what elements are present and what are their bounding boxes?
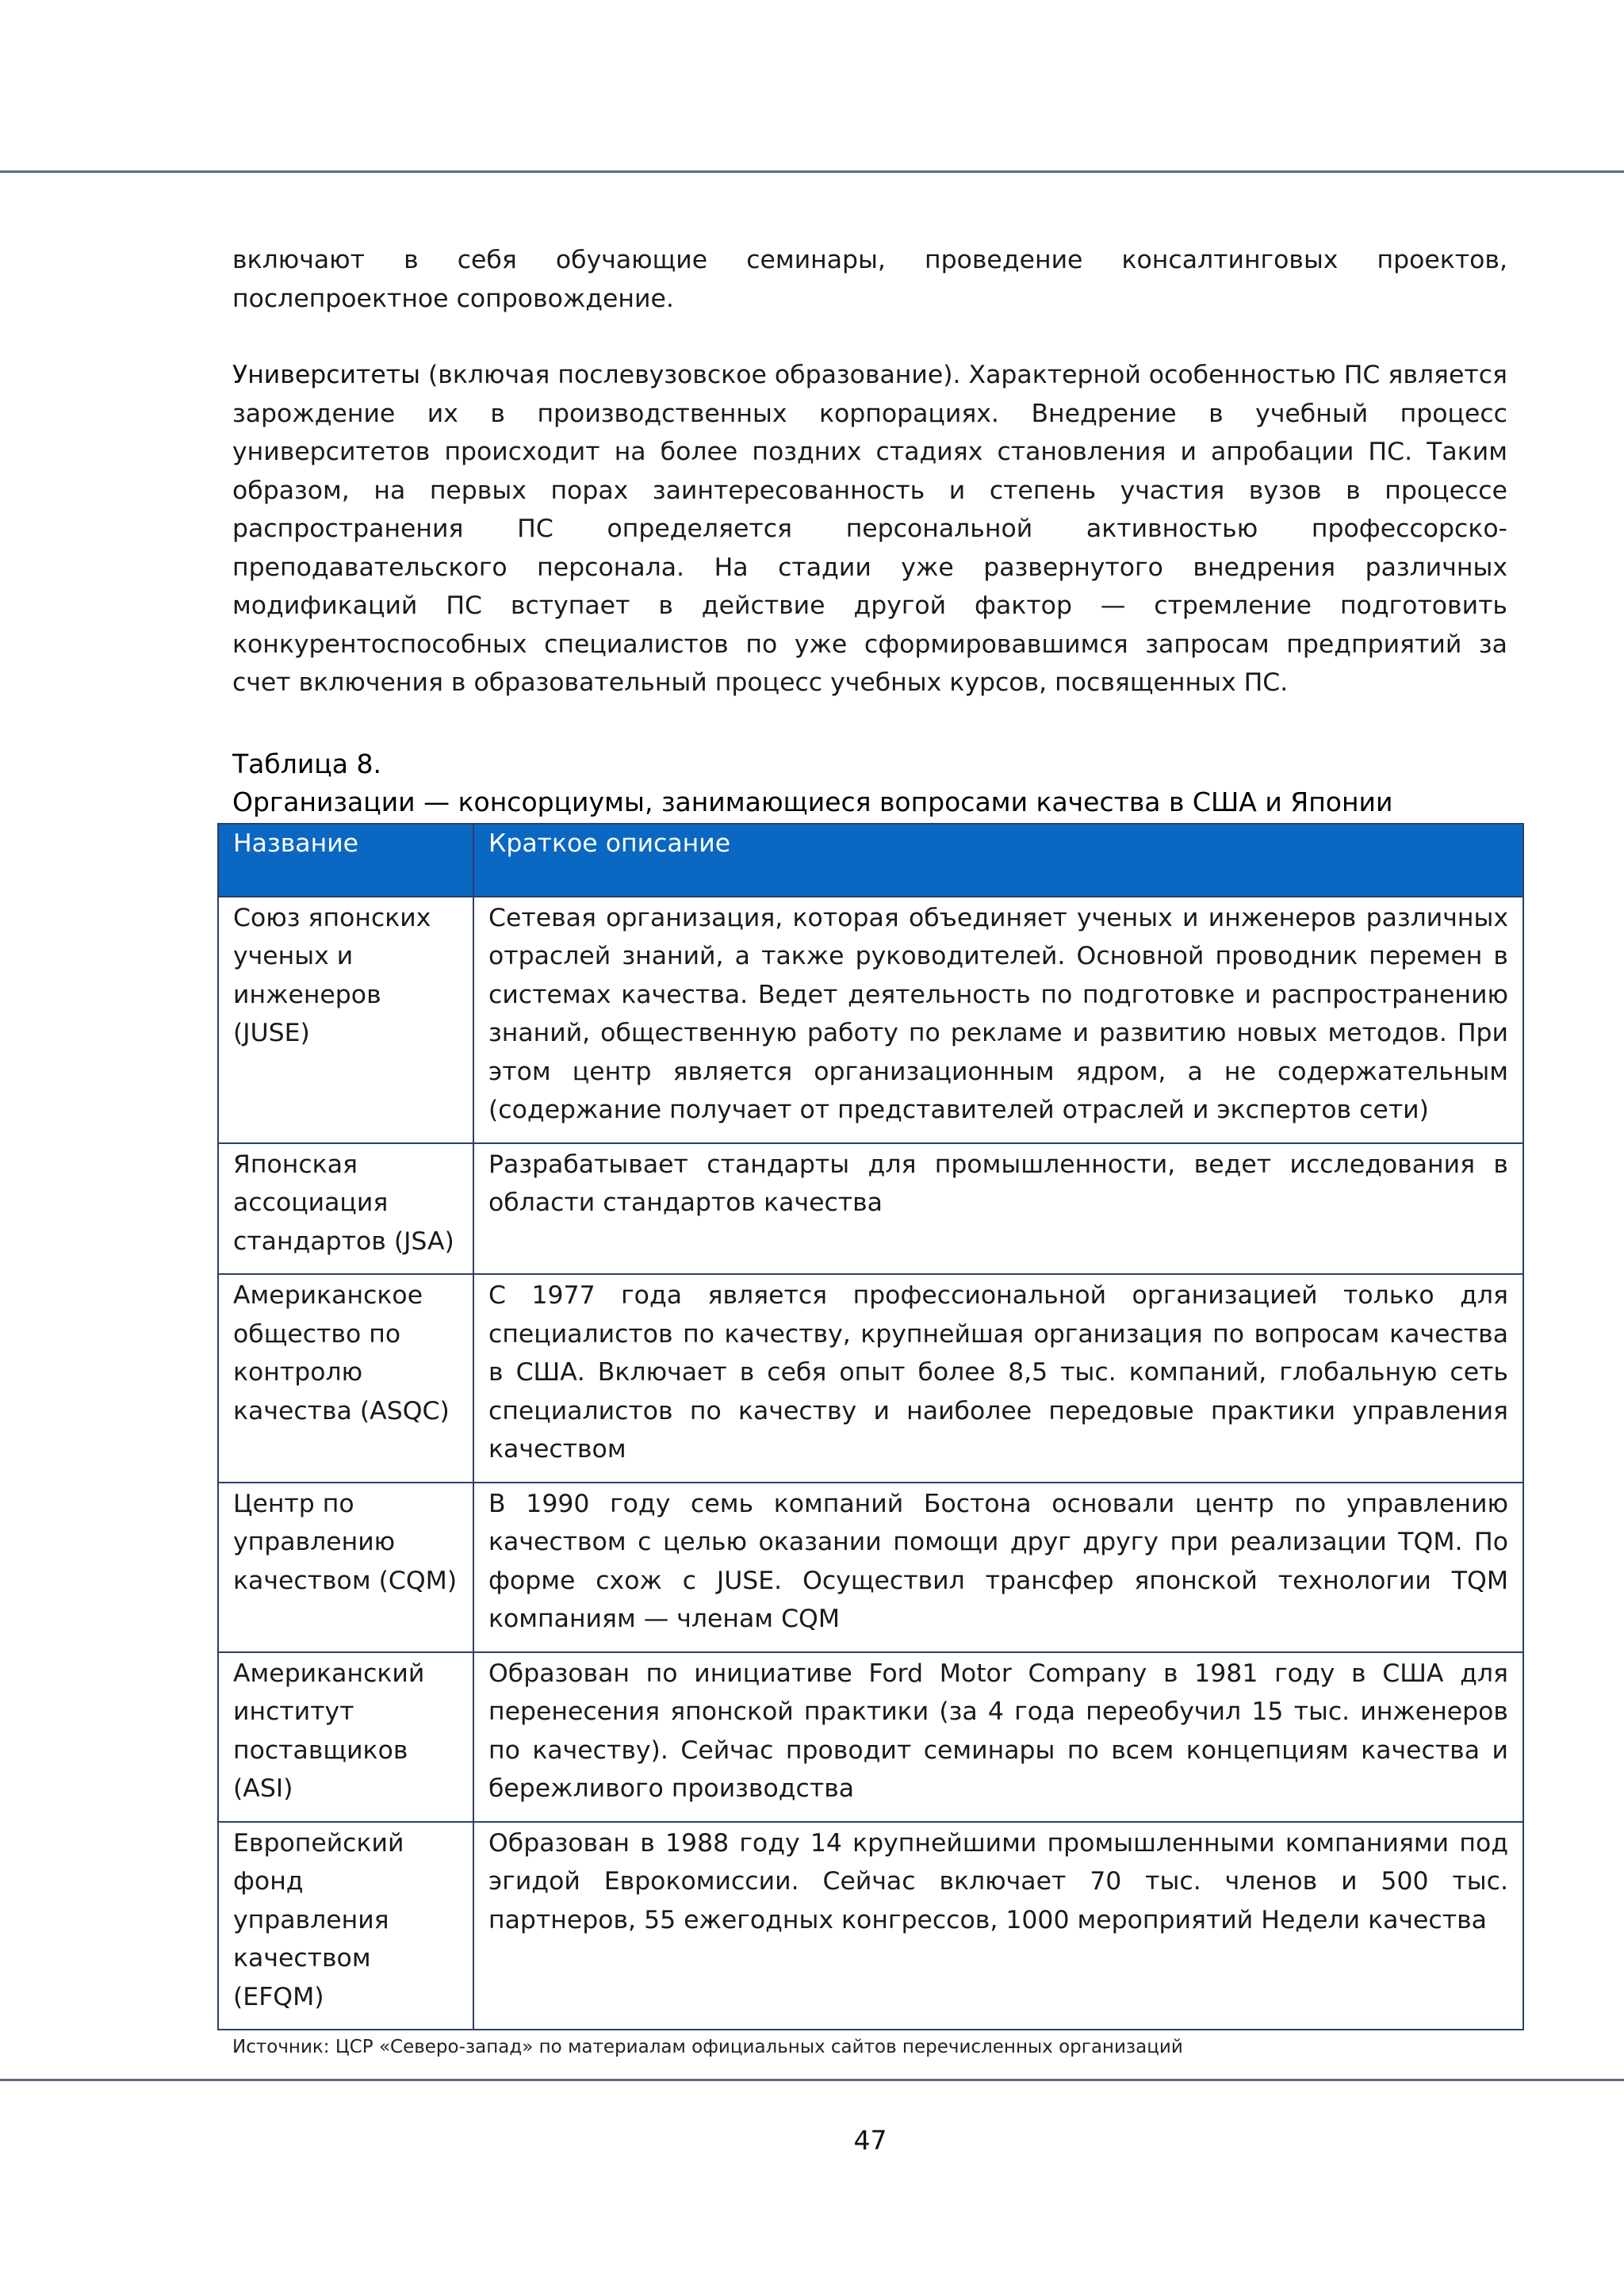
org-description: С 1977 года является профессиональной организацией только для специалистов по качеству, крупнейшая организация по вопросам качества в США. Включает в себя опыт более 8,5 тыс. компаний, глобальную сеть специалистов по качеству и наиболее передовые практики управления качеством (473, 1274, 1523, 1483)
org-description: Разрабатывает стандарты для промышленности, ведет исследования в области стандартов качества (473, 1143, 1523, 1275)
page-content (232, 241, 1507, 2059)
table-row (218, 1274, 1523, 1483)
table-number: Таблица 8. (232, 748, 381, 779)
org-description: Сетевая организация, которая объединяет ученых и инженеров различных отраслей знаний, а также руководителей. Основной проводник перемен в системах качества. Ведет деятельность по подготовке и распространению знаний, общественную работу по рекламе и развитию новых методов. При этом центр является организационным ядром, а не содержательным (содержание получает от представителей отраслей и экспертов сети) (473, 897, 1523, 1143)
table-row (218, 1652, 1523, 1822)
table-row (218, 1483, 1523, 1652)
org-name: Американский институт поставщиков (ASI) (218, 1652, 473, 1822)
universities-lead: Университеты (232, 361, 420, 389)
table-row (218, 1822, 1523, 2030)
universities-text: (включая послевузовское образование). Характерной особенностью ПС является зарождение их в производственных корпорациях. Внедрение в учебный процесс университетов происходит на более поздних стадиях становления и апробации ПС. Таким образом, на первых порах заинтересованность и степень участия вузов в процессе распространения ПС определяется персональной активностью профессорско-преподавательского персонала. На стадии уже развернутого внедрения различных модификаций ПС вступает в действие другой фактор — стремление подготовить конкурентоспособных специалистов по уже сформировавшимся запросам предприятий за счет включения в образовательный процесс учебных курсов, посвященных ПС. (232, 361, 1507, 697)
organizations-table (217, 823, 1524, 2031)
page-number: 47 (853, 2125, 887, 2156)
header-name: Название (218, 824, 473, 897)
table-title: Организации — консорциумы, занимающиеся вопросами качества в США и Японии (232, 786, 1393, 817)
org-description: Образован по инициативе Ford Motor Company в 1981 году в США для перенесения японской практики (за 4 года переобучил 15 тыс. инженеров по качеству). Сейчас проводит семинары по всем концепциям качества и бережливого производства (473, 1652, 1523, 1822)
intro-paragraph: включают в себя обучающие семинары, проведение консалтинговых проектов, послепроектное сопровождение. (232, 246, 1507, 313)
org-name: Союз японских ученых и инженеров (JUSE) (218, 897, 473, 1143)
org-name: Европейский фонд управления качеством (EFQM) (218, 1822, 473, 2030)
table-row (218, 1143, 1523, 1275)
org-name: Американское общество по контролю качества (ASQC) (218, 1274, 473, 1483)
org-name: Японская ассоциация стандартов (JSA) (218, 1143, 473, 1275)
footer-rule (0, 2079, 1624, 2081)
table-header-row (218, 824, 1523, 897)
universities-paragraph (232, 356, 1507, 702)
org-description: Образован в 1988 году 14 крупнейшими промышленными компаниями под эгидой Еврокомиссии. Сейчас включает 70 тыс. членов и 500 тыс. партнеров, 55 ежегодных конгрессов, 1000 мероприятий Недели качества (473, 1822, 1523, 2030)
org-name: Центр по управлению качеством (CQM) (218, 1483, 473, 1652)
org-description: В 1990 году семь компаний Бостона основали центр по управлению качеством с целью оказании помощи друг другу при реализации TQM. По форме схож с JUSE. Осуществил трансфер японской технологии TQM компаниям — членам CQM (473, 1483, 1523, 1652)
table-source-note: Источник: ЦСР «Северо-запад» по материалам официальных сайтов перечисленных организаций (232, 2037, 1183, 2057)
header-rule (0, 170, 1624, 173)
header-description: Краткое описание (473, 824, 1523, 897)
table-caption (232, 745, 1507, 821)
table-row (218, 897, 1523, 1143)
